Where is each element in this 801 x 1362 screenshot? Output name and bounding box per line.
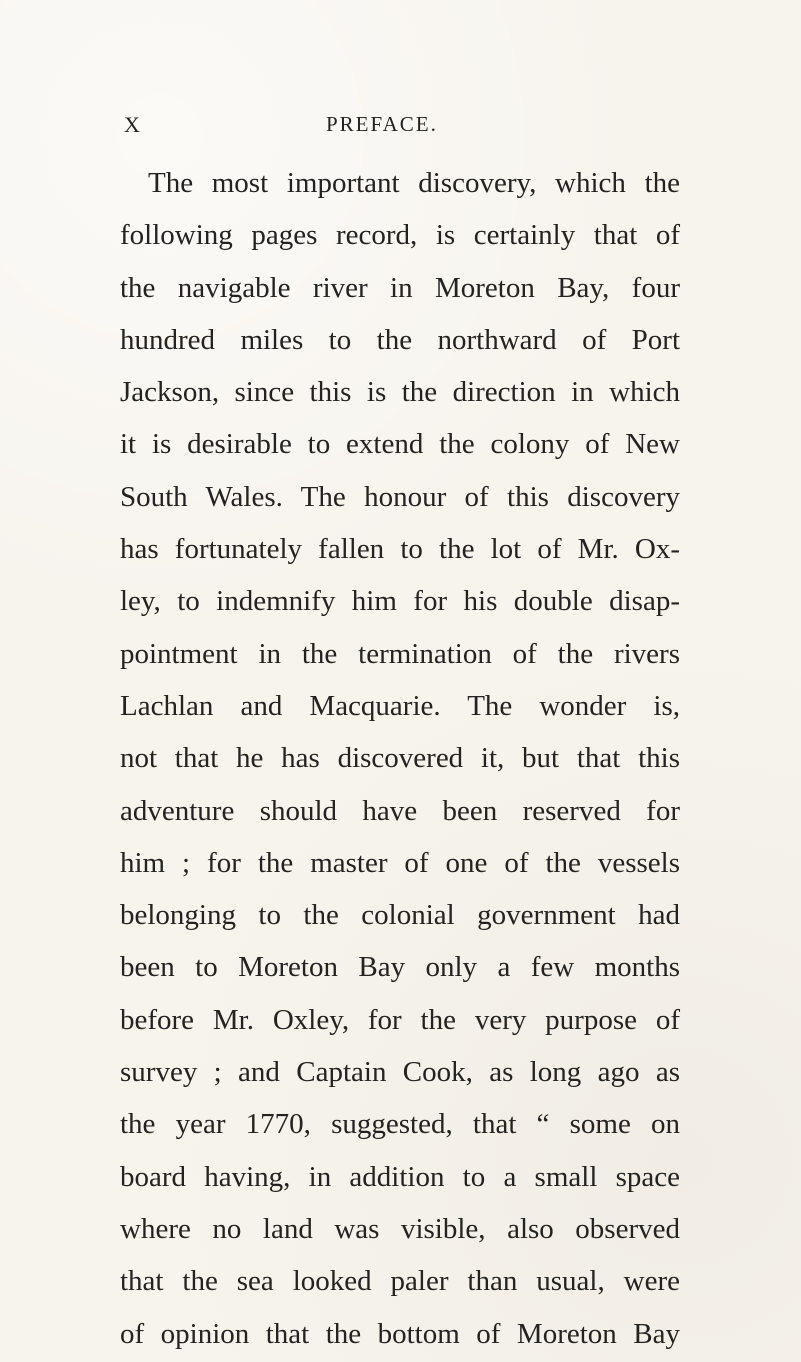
text-line-13: adventure should have been reserved for — [120, 794, 680, 827]
text-line-21: where no land was visible, also observed — [120, 1212, 680, 1245]
text-line-19: the year 1770, suggested, that “ some on — [120, 1108, 680, 1141]
body-text — [120, 157, 680, 1360]
text-line-23: of opinion that the bottom of Moreton Bay — [120, 1317, 680, 1350]
text-line-3: the navigable river in Moreton Bay, four — [120, 271, 680, 304]
page-number: X — [124, 112, 142, 137]
text-line-18: survey ; and Captain Cook, as long ago as — [120, 1056, 680, 1089]
text-line-9: ley, to indemnify him for his double disap- — [120, 585, 680, 618]
text-line-14: him ; for the master of one of the vessels — [120, 846, 680, 879]
text-line-6: it is desirable to extend the colony of New — [120, 428, 680, 461]
text-line-5: Jackson, since this is the direction in which — [120, 376, 680, 409]
text-line-12: not that he has discovered it, but that this — [120, 742, 680, 775]
page-header — [0, 112, 801, 146]
text-line-2: following pages record, is certainly that of — [120, 219, 680, 252]
text-line-20: board having, in addition to a small space — [120, 1160, 680, 1193]
text-line-22: that the sea looked paler than usual, were — [120, 1265, 680, 1298]
text-line-16: been to Moreton Bay only a few months — [120, 951, 680, 984]
text-line-4: hundred miles to the northward of Port — [120, 323, 680, 356]
text-line-11: Lachlan and Macquarie. The wonder is, — [120, 689, 680, 722]
text-line-1: The most important discovery, which the — [148, 167, 680, 199]
text-line-10: pointment in the termination of the rivers — [120, 637, 680, 670]
text-line-8: has fortunately fallen to the lot of Mr. Ox- — [120, 533, 680, 566]
running-head: PREFACE. — [326, 112, 438, 136]
text-line-17: before Mr. Oxley, for the very purpose of — [120, 1003, 680, 1036]
text-line-7: South Wales. The honour of this discovery — [120, 480, 680, 513]
text-line-15: belonging to the colonial government had — [120, 899, 680, 932]
